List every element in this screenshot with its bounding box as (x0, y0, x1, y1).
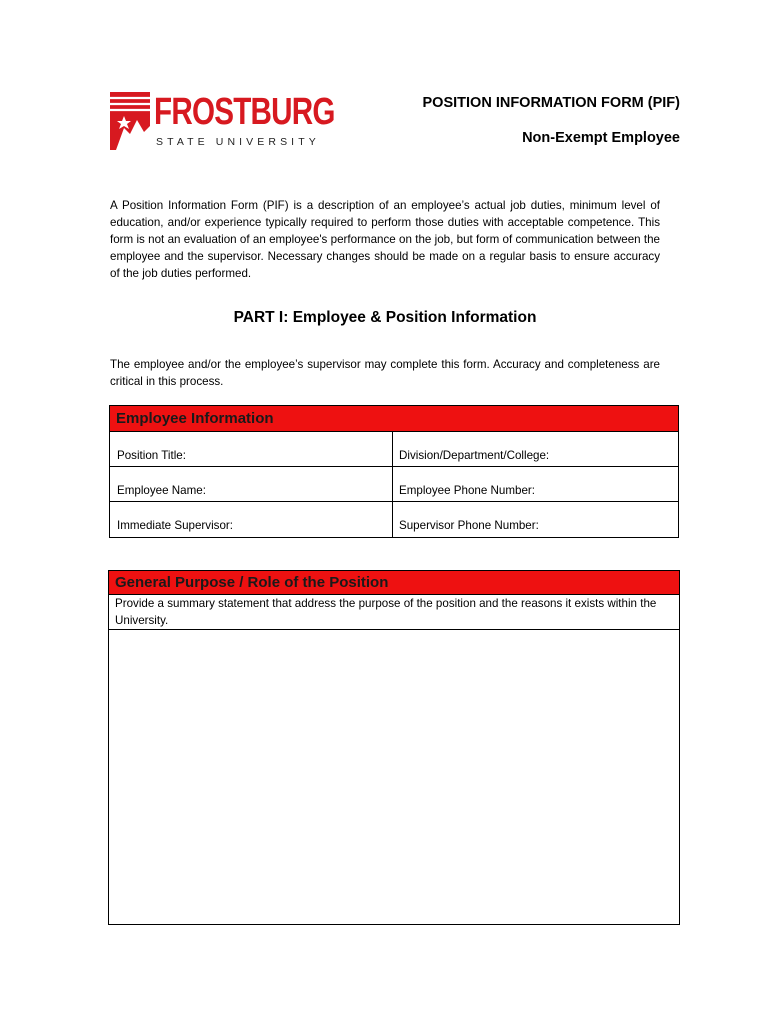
form-subtitle: Non-Exempt Employee (522, 130, 680, 146)
position-title-field[interactable]: Position Title: (110, 432, 393, 466)
division-department-field[interactable]: Division/Department/College: (399, 449, 550, 462)
supervisor-phone-field[interactable]: Supervisor Phone Number: (399, 519, 539, 532)
form-title: POSITION INFORMATION FORM (PIF) (422, 95, 680, 111)
table-row (110, 502, 678, 537)
employee-name-field[interactable]: Employee Name: (110, 467, 393, 501)
logo-wordmark: FROSTBURG (154, 91, 335, 133)
frostburg-emblem-icon (110, 92, 150, 150)
employee-information-table (109, 405, 679, 538)
employee-information-header: Employee Information (110, 406, 678, 432)
general-purpose-prompt: Provide a summary statement that address the purpose of the position and the reasons it exists within the University. (109, 595, 679, 630)
general-purpose-response-area[interactable] (109, 630, 679, 920)
table-row (110, 467, 678, 502)
table-row (110, 432, 678, 467)
logo-subtitle: STATE UNIVERSITY (156, 136, 320, 148)
part-1-heading: PART I: Employee & Position Information (233, 309, 537, 326)
intro-paragraph: A Position Information Form (PIF) is a description of an employee’s actual job duties, minimum level of education, and/or experience typically required to perform those duties with acceptable competence. This form is not an evaluation of an employee's performance on the job, but form of communication between the employee and the supervisor. Necessary changes should be made on a regular basis to ensure accuracy of the job duties performed. (110, 199, 660, 280)
frostburg-logo (110, 91, 335, 152)
general-purpose-header: General Purpose / Role of the Position (109, 571, 679, 595)
employee-phone-field[interactable]: Employee Phone Number: (399, 484, 535, 497)
immediate-supervisor-field[interactable]: Immediate Supervisor: (110, 502, 393, 537)
general-purpose-table (108, 570, 680, 925)
part-1-intro: The employee and/or the employee’s supervisor may complete this form. Accuracy and completeness are critical in this process. (110, 358, 660, 388)
